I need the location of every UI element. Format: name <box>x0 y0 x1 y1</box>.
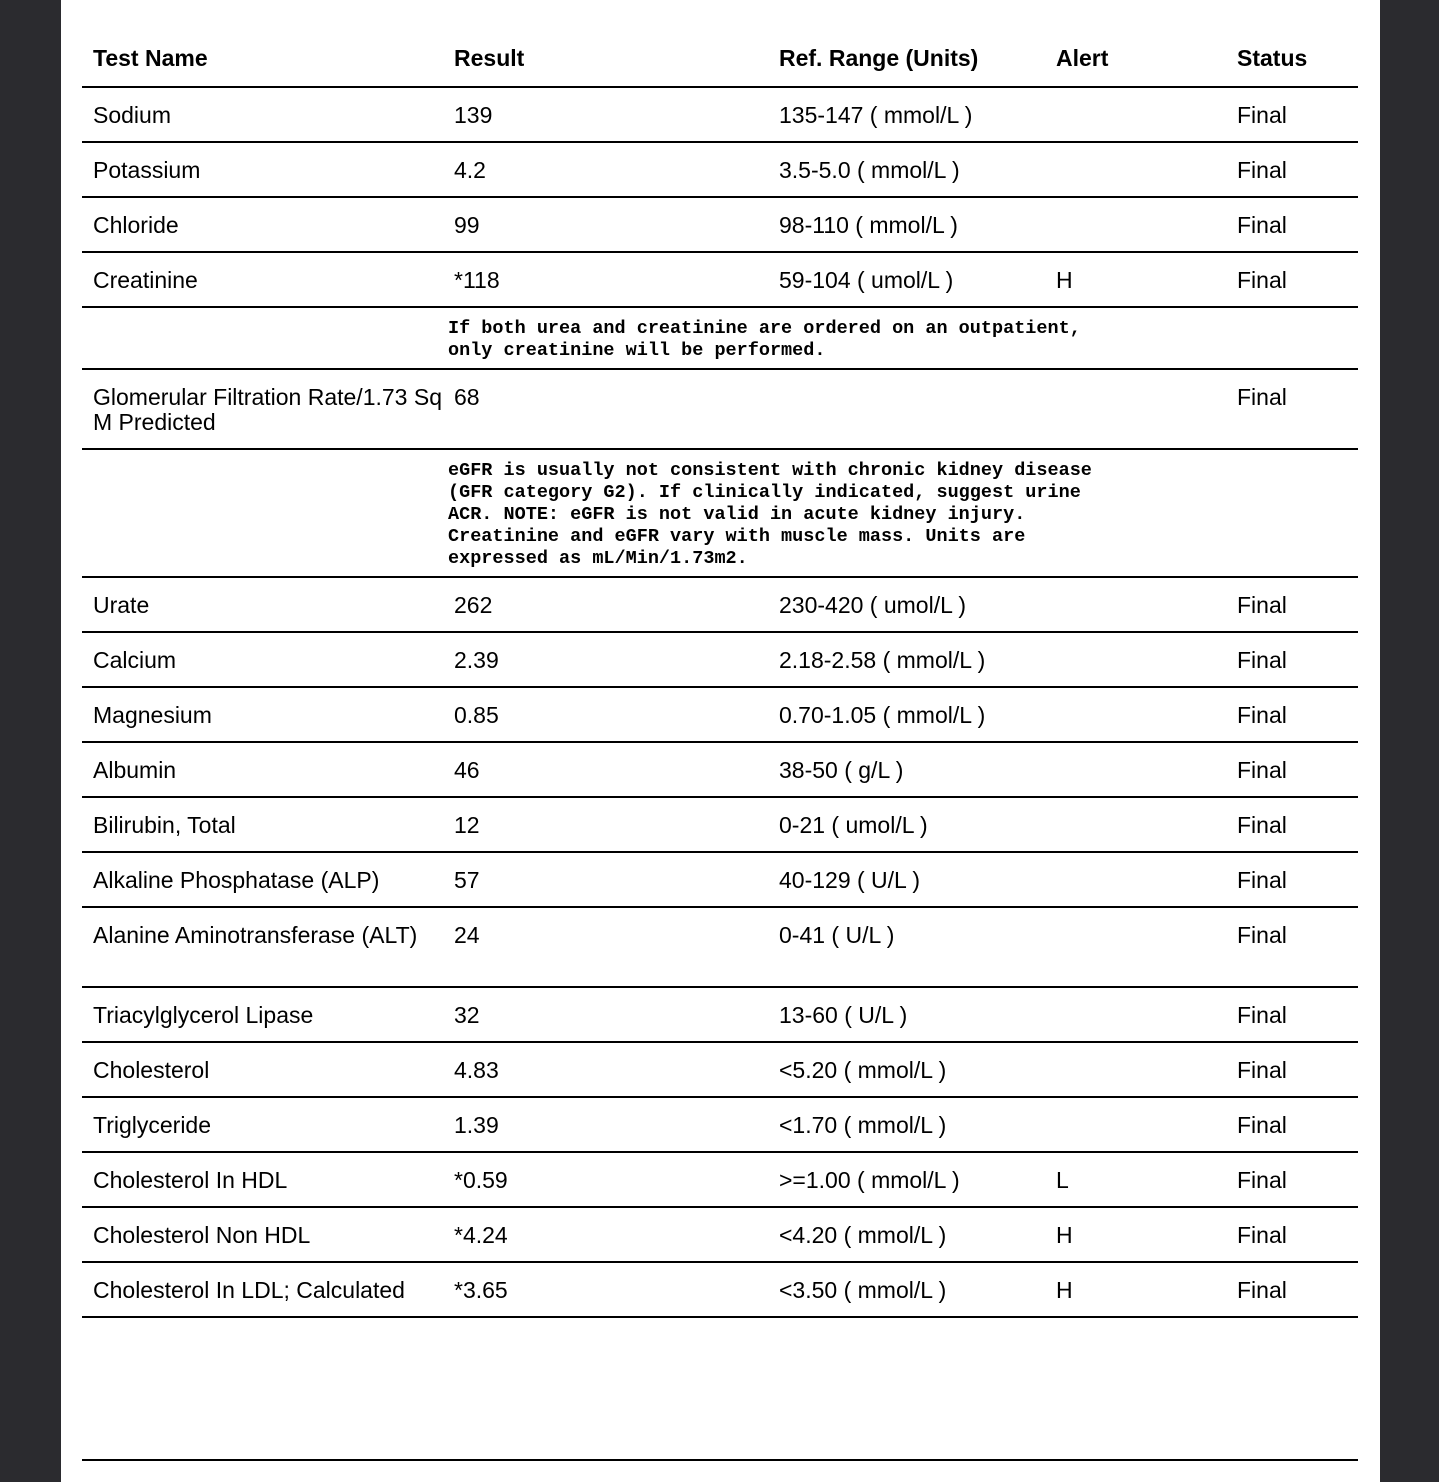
test-name-cell: Cholesterol <box>82 1042 443 1097</box>
result-cell: 68 <box>443 369 768 449</box>
table-row <box>82 87 1358 142</box>
table-row <box>82 1097 1358 1152</box>
alert-cell: H <box>1045 252 1226 307</box>
alert-cell <box>1045 987 1226 1042</box>
table-row <box>82 142 1358 197</box>
test-name-cell: Bilirubin, Total <box>82 797 443 852</box>
ref-range-cell: 0-41 ( U/L ) <box>768 907 1045 987</box>
test-name-cell: Potassium <box>82 142 443 197</box>
table-body <box>82 87 1358 1371</box>
alert-cell <box>1045 907 1226 987</box>
comment-row <box>82 307 1358 369</box>
ref-range-cell: 40-129 ( U/L ) <box>768 852 1045 907</box>
ref-range-cell: 230-420 ( umol/L ) <box>768 577 1045 632</box>
test-name-cell: Cholesterol In LDL; Calculated <box>82 1262 443 1317</box>
alert-cell <box>1045 87 1226 142</box>
status-cell: Final <box>1226 577 1358 632</box>
status-cell: Final <box>1226 1042 1358 1097</box>
table-row <box>82 197 1358 252</box>
result-cell: 12 <box>443 797 768 852</box>
status-cell: Final <box>1226 369 1358 449</box>
result-cell: *118 <box>443 252 768 307</box>
test-name-cell: Urate <box>82 577 443 632</box>
table-row <box>82 1207 1358 1262</box>
result-cell: 4.83 <box>443 1042 768 1097</box>
table-row <box>82 852 1358 907</box>
status-cell: Final <box>1226 1262 1358 1317</box>
ref-range-cell: 13-60 ( U/L ) <box>768 987 1045 1042</box>
alert-cell <box>1045 1097 1226 1152</box>
table-row <box>82 687 1358 742</box>
comment-text: eGFR is usually not consistent with chronic kidney disease (GFR category G2). If clinically indicated, suggest urine ACR. NOTE: eGFR is not valid in acute kidney injury. Creatinine and eGFR vary with muscle mass. Units are expressed as mL/Min/1.73m2. <box>448 460 1092 569</box>
ref-range-cell: 0-21 ( umol/L ) <box>768 797 1045 852</box>
result-cell: *4.24 <box>443 1207 768 1262</box>
status-cell: Final <box>1226 797 1358 852</box>
ref-range-cell: <1.70 ( mmol/L ) <box>768 1097 1045 1152</box>
result-cell: 46 <box>443 742 768 797</box>
table-row <box>82 1262 1358 1317</box>
alert-cell <box>1045 742 1226 797</box>
empty-cell <box>82 307 443 369</box>
result-cell: 2.39 <box>443 632 768 687</box>
status-cell: Final <box>1226 87 1358 142</box>
test-name-cell: Magnesium <box>82 687 443 742</box>
result-cell: 32 <box>443 987 768 1042</box>
status-cell: Final <box>1226 742 1358 797</box>
status-cell: Final <box>1226 252 1358 307</box>
comment-cell <box>443 449 1358 577</box>
comment-row <box>82 449 1358 577</box>
empty-cell <box>82 449 443 577</box>
ref-range-cell: 2.18-2.58 ( mmol/L ) <box>768 632 1045 687</box>
result-cell: 24 <box>443 907 768 987</box>
header-status: Status <box>1226 32 1358 87</box>
test-name-cell: Calcium <box>82 632 443 687</box>
ref-range-cell <box>768 1317 1045 1371</box>
alert-cell <box>1045 577 1226 632</box>
table-row <box>82 987 1358 1042</box>
test-name-cell: Albumin <box>82 742 443 797</box>
table-row <box>82 632 1358 687</box>
ref-range-cell: <3.50 ( mmol/L ) <box>768 1262 1045 1317</box>
status-cell: Final <box>1226 142 1358 197</box>
comment-text: If both urea and creatinine are ordered on an outpatient, only creatinine will be performed. <box>448 318 1081 361</box>
ref-range-cell: 98-110 ( mmol/L ) <box>768 197 1045 252</box>
result-cell: *0.59 <box>443 1152 768 1207</box>
table-row <box>82 1042 1358 1097</box>
test-name-cell: Sodium <box>82 87 443 142</box>
ref-range-cell: 59-104 ( umol/L ) <box>768 252 1045 307</box>
table-row <box>82 1317 1358 1371</box>
alert-cell: H <box>1045 1262 1226 1317</box>
test-name-cell: Glomerular Filtration Rate/1.73 Sq M Predicted <box>82 369 443 449</box>
ref-range-cell: 38-50 ( g/L ) <box>768 742 1045 797</box>
bottom-divider <box>82 1459 1358 1461</box>
test-name-cell: Creatinine <box>82 252 443 307</box>
result-cell: 4.2 <box>443 142 768 197</box>
test-name-cell: Triacylglycerol Lipase <box>82 987 443 1042</box>
alert-cell: L <box>1045 1152 1226 1207</box>
alert-cell: H <box>1045 1207 1226 1262</box>
status-cell: Final <box>1226 1097 1358 1152</box>
alert-cell <box>1045 852 1226 907</box>
status-cell: Final <box>1226 687 1358 742</box>
header-ref-range: Ref. Range (Units) <box>768 32 1045 87</box>
header-test-name: Test Name <box>82 32 443 87</box>
status-cell: Final <box>1226 852 1358 907</box>
test-name-cell: Cholesterol In HDL <box>82 1152 443 1207</box>
ref-range-cell: 135-147 ( mmol/L ) <box>768 87 1045 142</box>
alert-cell <box>1045 1317 1226 1371</box>
status-cell: Final <box>1226 632 1358 687</box>
result-cell: 262 <box>443 577 768 632</box>
alert-cell <box>1045 369 1226 449</box>
result-cell <box>443 1317 768 1371</box>
result-cell: 139 <box>443 87 768 142</box>
table-row <box>82 369 1358 449</box>
test-name-cell: Alkaline Phosphatase (ALP) <box>82 852 443 907</box>
header-row <box>82 32 1358 87</box>
ref-range-cell: >=1.00 ( mmol/L ) <box>768 1152 1045 1207</box>
result-cell: *3.65 <box>443 1262 768 1317</box>
report-page <box>61 0 1380 1482</box>
test-name-cell <box>82 1317 443 1371</box>
alert-cell <box>1045 632 1226 687</box>
table-row <box>82 742 1358 797</box>
table-header <box>82 32 1358 87</box>
test-name-cell: Cholesterol Non HDL <box>82 1207 443 1262</box>
ref-range-cell: <5.20 ( mmol/L ) <box>768 1042 1045 1097</box>
alert-cell <box>1045 197 1226 252</box>
status-cell: Final <box>1226 987 1358 1042</box>
result-cell: 57 <box>443 852 768 907</box>
alert-cell <box>1045 1042 1226 1097</box>
ref-range-cell: <4.20 ( mmol/L ) <box>768 1207 1045 1262</box>
alert-cell <box>1045 142 1226 197</box>
result-cell: 1.39 <box>443 1097 768 1152</box>
status-cell: Final <box>1226 907 1358 987</box>
table-row <box>82 252 1358 307</box>
header-alert: Alert <box>1045 32 1226 87</box>
status-cell: Final <box>1226 197 1358 252</box>
status-cell: Final <box>1226 1207 1358 1262</box>
table-row <box>82 577 1358 632</box>
alert-cell <box>1045 797 1226 852</box>
ref-range-cell <box>768 369 1045 449</box>
test-name-cell: Chloride <box>82 197 443 252</box>
lab-results-table <box>82 32 1358 1371</box>
ref-range-cell: 0.70-1.05 ( mmol/L ) <box>768 687 1045 742</box>
status-cell <box>1226 1317 1358 1371</box>
result-cell: 0.85 <box>443 687 768 742</box>
alert-cell <box>1045 687 1226 742</box>
table-row <box>82 797 1358 852</box>
comment-cell <box>443 307 1358 369</box>
result-cell: 99 <box>443 197 768 252</box>
status-cell: Final <box>1226 1152 1358 1207</box>
test-name-cell: Triglyceride <box>82 1097 443 1152</box>
table-row <box>82 907 1358 987</box>
ref-range-cell: 3.5-5.0 ( mmol/L ) <box>768 142 1045 197</box>
test-name-cell: Alanine Aminotransferase (ALT) <box>82 907 443 987</box>
header-result: Result <box>443 32 768 87</box>
table-row <box>82 1152 1358 1207</box>
